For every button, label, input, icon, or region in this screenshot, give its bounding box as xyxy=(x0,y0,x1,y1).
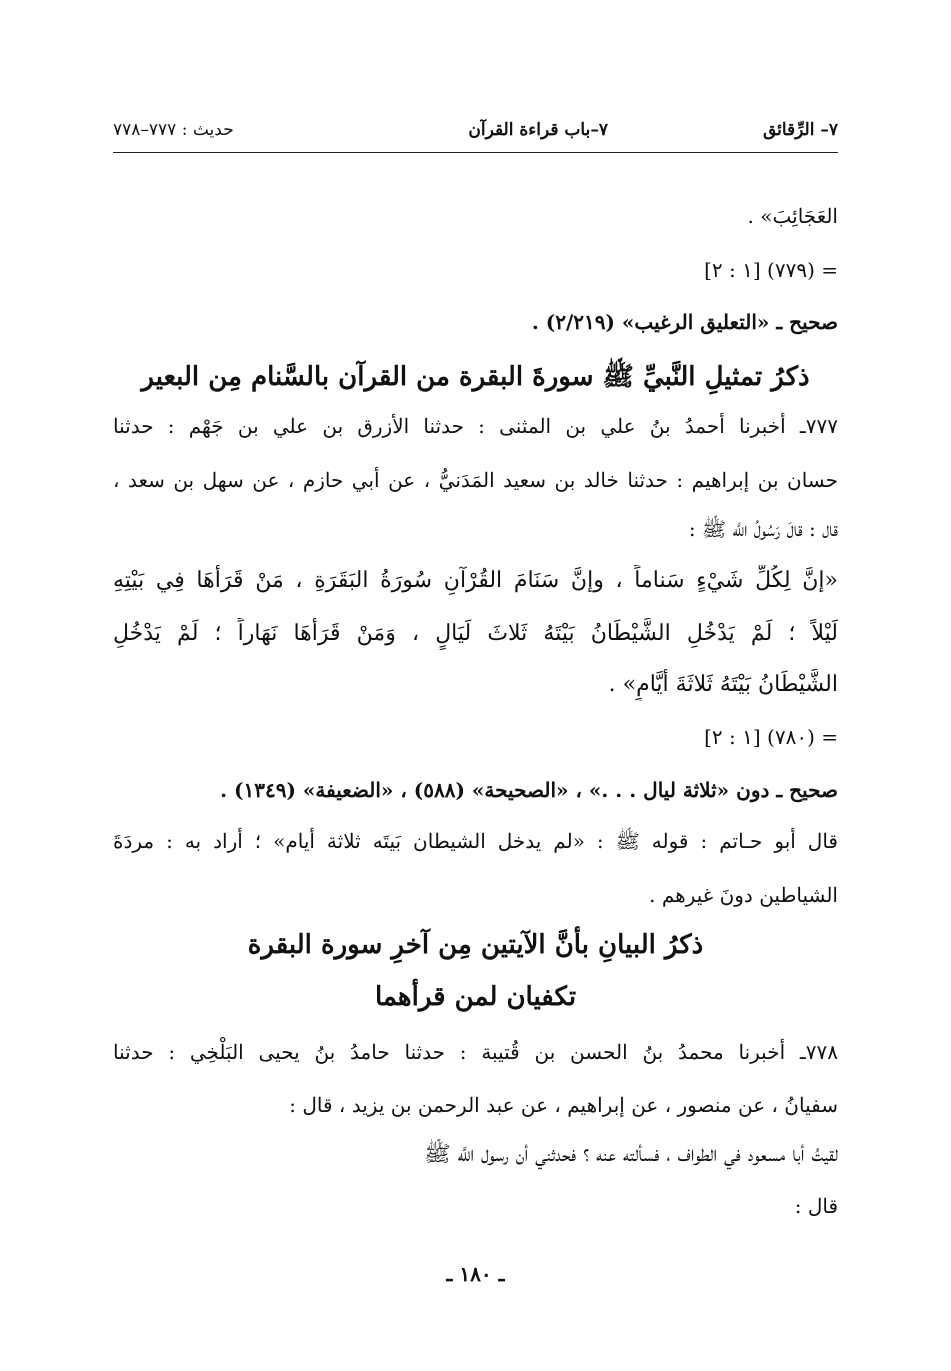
hadith-range: حديث : ٧٧٧–٧٧٨ xyxy=(113,120,234,140)
section-heading: تكفيان لمن قرأهما xyxy=(374,982,577,1012)
chapter-title: ٧– الرِّقائق xyxy=(762,120,838,140)
isnad-line: قال : قالَ رَسُولُ اللَّه ﷺ : xyxy=(688,517,838,541)
matn-line: قال : xyxy=(794,1194,838,1218)
running-header xyxy=(113,112,838,153)
reference-line: = (٧٨٠) [١ : ٢] xyxy=(704,725,838,749)
section-heading: ذكرُ البيانِ بأنَّ الآيتين مِن آخرِ سورة البقرة xyxy=(247,930,704,960)
commentary-line: قال أبو حـاتم : قوله ﷺ : «لم يدخل الشيطان بَيتَه ثلاثة أيام» ؛ أراد به : مردَةَ xyxy=(113,829,838,853)
isnad-line: ٧٧٧ـ أخبرنا أحمدُ بنُ علي بن المثنى : حدثنا الأزرق بن علي بن جَهْم : حدثنا xyxy=(113,414,838,438)
reference-line: = (٧٧٩) [١ : ٢] xyxy=(704,258,838,282)
page-number: ـ ١٨٠ ـ xyxy=(446,1262,505,1286)
matn-line: لَيْلاً ؛ لَمْ يَدْخُلِ الشَّيْطَانُ بَيْتَهُ ثَلاثَ لَيَالٍ ، وَمَنْ قَرَأَهَا نَهَاراً ؛ لَمْ يَدْخُلِ xyxy=(113,621,838,646)
text-line: العَجَائِبَ» . xyxy=(747,204,838,228)
isnad-line: حسان بن إبراهيم : حدثنا خالد بن سعيد المَدَنيُّ ، عن أبي حازم ، عن سهل بن سعد ، xyxy=(113,468,838,492)
matn-line: «إنَّ لِكُلِّ شَيْءٍ سَناماً ، وإنَّ سَنَامَ القُرْآنِ سُورَةُ البَقَرَةِ ، مَنْ قَرَأَهَا فِي بَيْتِهِ xyxy=(113,568,838,593)
grading-line: صحيح ـ «التعليق الرغيب» (٢/٢١٩) . xyxy=(531,310,838,334)
matn-line: الشَّيْطَانُ بَيْتَهُ ثَلاثَةَ أَيَّامٍ» . xyxy=(608,672,838,697)
isnad-line: ٧٧٨ـ أخبرنا محمدُ بنُ الحسن بن قُتيبة : حدثنا حامدُ بنُ يحيى البَلْخِي : حدثنا xyxy=(113,1040,838,1064)
section-heading: ذكرُ تمثيلِ النَّبيِّ ﷺ سورةَ البقرة من القرآن بالسَّنام مِن البعير xyxy=(141,362,810,392)
section-title: ٧–باب قراءة القرآن xyxy=(468,120,608,140)
commentary-line: الشياطين دونَ غيرهم . xyxy=(649,883,838,907)
matn-line: لقيتُ أبا مسعود في الطواف ، فسألته عنه ؟ فحدثني أن رسول اللَّه ﷺ xyxy=(423,1142,838,1167)
grading-line: صحيح ـ دون «ثلاثة ليال . . .» ، «الصحيحة» (٥٨٨) ، «الضعيفة» (١٣٤٩) . xyxy=(220,778,838,802)
isnad-line: سفيانُ ، عن منصور ، عن إبراهيم ، عن عبد الرحمن بن يزيد ، قال : xyxy=(289,1093,838,1117)
